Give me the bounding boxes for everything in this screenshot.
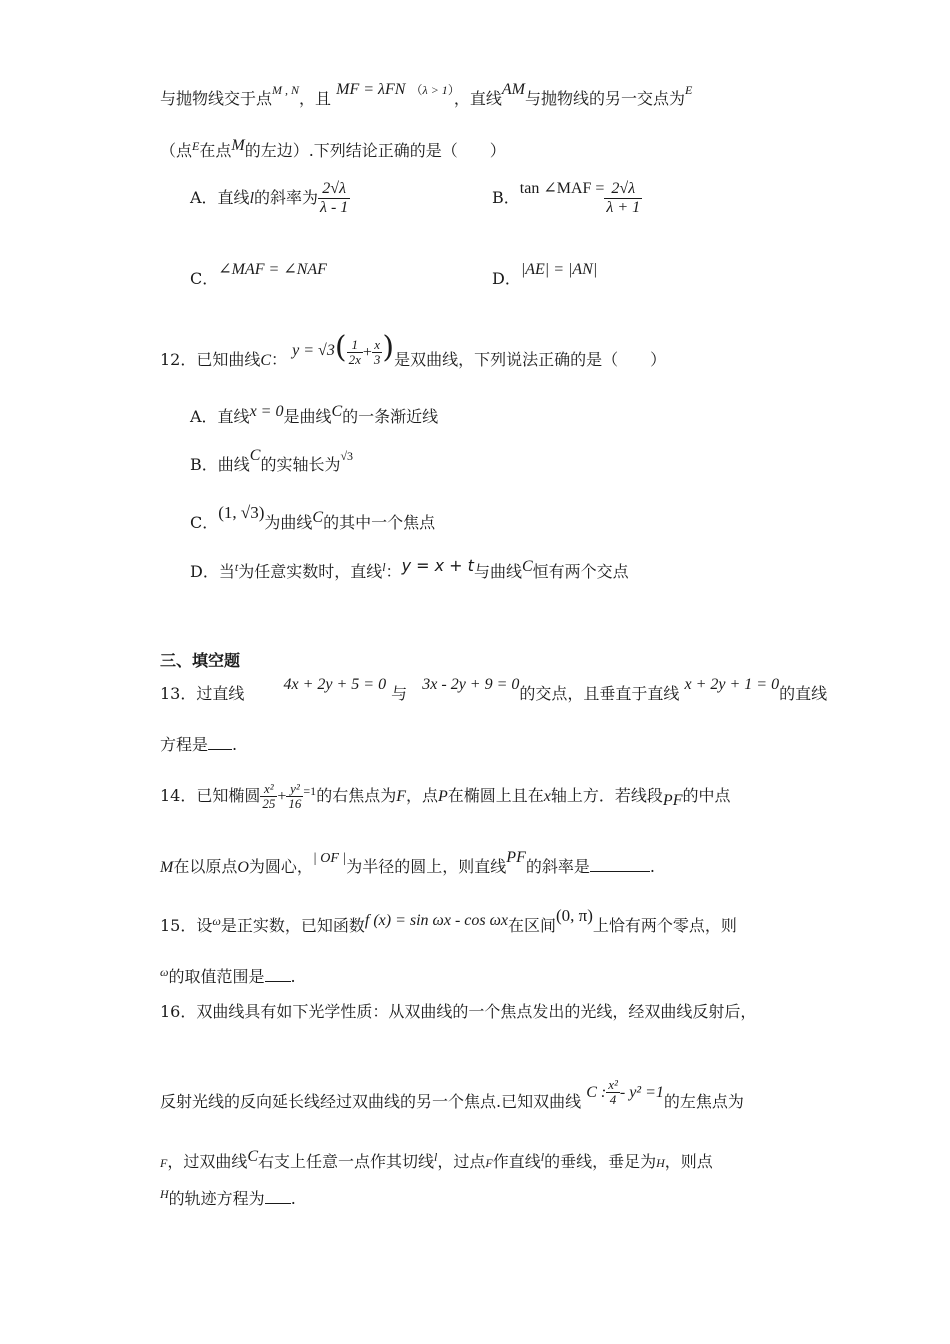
- q11-text: 在点: [199, 141, 232, 160]
- answer-blank[interactable]: [265, 1189, 291, 1204]
- q14-text: 在椭圆上且在: [447, 786, 544, 805]
- q14-line1: [160, 782, 800, 811]
- q16-line3: [160, 1148, 800, 1174]
- q16-line4: [160, 1188, 800, 1211]
- q11-text: ，直线: [453, 89, 502, 108]
- q15-line2: [160, 966, 800, 989]
- math-p: P: [438, 788, 448, 805]
- math-c: C: [312, 509, 324, 526]
- q16-text: ，则点: [664, 1152, 713, 1171]
- q15-text: 上恰有两个零点，则: [592, 916, 737, 935]
- math-c: C: [249, 447, 261, 464]
- math-abs-of: | OF |: [312, 851, 347, 866]
- q12-option-b: [190, 447, 354, 477]
- math-function: f (x) = sin ωx - cos ωx: [364, 912, 508, 929]
- math-pf: PF: [662, 792, 683, 809]
- q15-text: 是正实数，已知函数: [220, 916, 365, 935]
- math-c: C: [247, 1148, 259, 1165]
- q11-option-b: [492, 180, 642, 217]
- q11-line1: 与抛物线交于点$^{M , N}$，且 MF = λFN $^{(\lambda > 1)}$，直线AM与抛物线的另一交点为$^E$: [160, 81, 693, 108]
- q14-text: 在以原点: [173, 857, 238, 876]
- option-text: 的实轴长为: [260, 455, 341, 474]
- q14-text: 的中点: [682, 786, 731, 805]
- section-title: 三、填空题: [160, 651, 241, 670]
- math-point: (1, √3): [218, 503, 265, 522]
- math-c: C: [331, 403, 343, 420]
- math-angle-eq: ∠MAF = ∠NAF: [218, 261, 327, 278]
- fraction: [604, 180, 642, 217]
- paren-left: (: [334, 330, 347, 365]
- q14-text: ，点: [405, 786, 438, 805]
- math-m: M: [160, 859, 174, 876]
- option-text: 为曲线: [264, 513, 313, 532]
- q16-line2: [160, 1077, 800, 1117]
- answer-blank[interactable]: [590, 857, 650, 872]
- q16-text: ，过双曲线: [167, 1152, 248, 1171]
- q11-math-cond: λ > 1: [422, 83, 448, 97]
- math-rest: - y² =1: [619, 1084, 664, 1101]
- math-eq1: 4x + 2y + 5 = 0: [283, 676, 387, 693]
- answer-blank[interactable]: [208, 735, 232, 750]
- q11-option-a: [190, 180, 350, 217]
- q16-text: .: [290, 1189, 296, 1208]
- q16-line1: 16．双曲线具有如下光学性质：从双曲线的一个焦点发出的光线，经双曲线反射后，: [160, 1002, 757, 1021]
- math-plus: +: [277, 788, 287, 805]
- q13-text: .: [232, 735, 238, 754]
- q13-text: 13．过直线: [160, 684, 245, 703]
- q15-text: 15．设: [160, 916, 213, 935]
- q13-text: 方程是: [160, 735, 209, 754]
- option-text: ：: [385, 562, 402, 581]
- q11-option-c: [190, 261, 327, 291]
- math-interval: (0, π): [556, 906, 593, 925]
- math-eq2: 3x - 2y + 9 = 0: [422, 676, 520, 693]
- option-label: D．: [492, 269, 521, 288]
- fraction: [286, 782, 303, 811]
- q11-math-m: M: [231, 137, 245, 154]
- math-t: t: [234, 560, 239, 574]
- math-abs-eq: |AE| = |AN|: [520, 261, 598, 278]
- q12-text: ：: [271, 350, 288, 369]
- math-y: y = √3: [292, 342, 335, 359]
- q15-text: .: [290, 967, 296, 986]
- option-text: 的斜率为: [254, 188, 319, 207]
- q16-text: 右支上任意一点作其切线: [258, 1152, 435, 1171]
- q15-text: 在区间: [508, 916, 557, 935]
- q13-text: 与: [391, 684, 408, 703]
- math-f: F: [485, 1156, 493, 1170]
- math-l: l: [382, 560, 386, 574]
- numerator: x²: [608, 1077, 618, 1092]
- fraction: [347, 338, 363, 367]
- q11-math-e: E: [192, 139, 200, 153]
- fraction: [372, 338, 383, 367]
- q16-text: 的左焦点为: [663, 1092, 744, 1111]
- math-l: l: [249, 190, 255, 207]
- q11-text: 与抛物线交于点: [160, 89, 273, 108]
- math-tan: tan ∠MAF =: [519, 180, 605, 197]
- math-l: l: [540, 1150, 545, 1164]
- numerator: 2√λ: [318, 180, 350, 199]
- q12-text: 是双曲线，下列说法正确的是（ ）: [394, 350, 667, 369]
- option-text: 与曲线: [473, 562, 522, 581]
- paren-right: ): [382, 330, 395, 365]
- math-h: H: [656, 1156, 665, 1170]
- math-l: l: [434, 1150, 438, 1164]
- math-plus: +: [362, 344, 372, 361]
- fraction: [318, 180, 350, 217]
- math-o: O: [237, 859, 249, 876]
- math-eq3: x + 2y + 1 = 0: [684, 676, 780, 693]
- math-f: F: [396, 788, 406, 805]
- q11-line2: [160, 137, 800, 163]
- q14-text: 为圆心，: [248, 857, 313, 876]
- math-pf: PF: [506, 849, 526, 866]
- math-f: F: [160, 1156, 168, 1170]
- q14-text: 轴上方．若线段: [550, 786, 663, 805]
- q11-option-d: [492, 261, 598, 291]
- q13-text: 的直线: [779, 684, 828, 703]
- q12-option-a: [190, 403, 439, 429]
- option-text: D．当: [190, 562, 235, 581]
- denominator: 16: [288, 796, 302, 811]
- q11-math-e: E: [684, 83, 693, 97]
- denominator: λ - 1: [320, 199, 349, 216]
- option-text: B．曲线: [190, 455, 250, 474]
- q16-text: ，过点: [437, 1152, 486, 1171]
- q11-math-am: AM: [501, 81, 525, 98]
- math-omega: ω: [212, 914, 221, 928]
- fraction: [260, 782, 277, 811]
- q11-text: 的左边）.下列结论正确的是（ ）: [244, 141, 506, 160]
- q14-text: 14．已知椭圆: [160, 786, 261, 805]
- denominator: 3: [373, 352, 381, 367]
- option-text: 的一条渐近线: [342, 407, 439, 426]
- math-eq: x = 0: [249, 403, 284, 420]
- math-sqrt3: √3: [340, 449, 354, 463]
- q13-line1: [160, 676, 828, 706]
- denominator: 2x: [348, 352, 361, 367]
- answer-blank[interactable]: [265, 967, 291, 982]
- option-label: A．直线: [190, 188, 250, 207]
- math-c: C :: [586, 1084, 607, 1101]
- q14-text: 的斜率是: [525, 857, 590, 876]
- q15-line1: [160, 906, 800, 938]
- q16-text: 的轨迹方程为: [168, 1189, 265, 1208]
- option-label: B．: [492, 188, 520, 207]
- q12-option-d: [190, 556, 629, 584]
- q11-text: 与抛物线的另一交点为: [524, 89, 685, 108]
- denominator: λ + 1: [606, 199, 641, 216]
- math-omega: ω: [160, 965, 169, 979]
- q12-stem: [160, 330, 800, 375]
- option-label: C．: [190, 269, 219, 288]
- q14-text: 的右焦点为: [316, 786, 397, 805]
- q11-math-eq: MF = λFN: [336, 81, 406, 98]
- q14-text: 为半径的圆上，则直线: [346, 857, 507, 876]
- numerator: x²: [260, 782, 277, 797]
- q12-option-c: [190, 503, 436, 535]
- numerator: y²: [286, 782, 303, 797]
- option-text: 的其中一个焦点: [323, 513, 436, 532]
- math-line-eq: y = x + t: [401, 556, 474, 575]
- q16-text: 作直线: [492, 1152, 541, 1171]
- q11-math-mn: M , N: [272, 83, 300, 97]
- option-text: 为任意实数时，直线: [238, 562, 383, 581]
- numerator: 2√λ: [604, 180, 642, 199]
- option-text: 恒有两个交点: [532, 562, 629, 581]
- math-eq: =1: [303, 784, 317, 798]
- fraction: [606, 1078, 620, 1107]
- option-text: 是曲线: [283, 407, 332, 426]
- math-x: x: [543, 788, 551, 805]
- denominator: 4: [609, 1092, 617, 1107]
- q16-text: 反射光线的反向延长线经过双曲线的另一个焦点.已知双曲线: [160, 1092, 582, 1111]
- option-text: C．: [190, 513, 219, 532]
- q14-line2: [160, 849, 800, 880]
- numerator: x: [372, 338, 383, 353]
- q13-text: 的交点，且垂直于直线: [519, 684, 680, 703]
- numerator: 1: [347, 338, 363, 353]
- option-text: A．直线: [190, 407, 250, 426]
- math-c: C: [521, 558, 533, 575]
- q14-text: .: [649, 857, 655, 876]
- q11-text: （点: [160, 141, 193, 160]
- q13-line2: [160, 734, 800, 756]
- math-c: C: [260, 352, 272, 369]
- q11-text: ，且: [299, 89, 332, 108]
- denominator: 25: [262, 796, 276, 811]
- math-h: H: [160, 1187, 169, 1201]
- q15-text: 的取值范围是: [168, 967, 265, 986]
- q12-text: 12．已知曲线: [160, 350, 261, 369]
- q16-text: 的垂线，垂足为: [544, 1152, 657, 1171]
